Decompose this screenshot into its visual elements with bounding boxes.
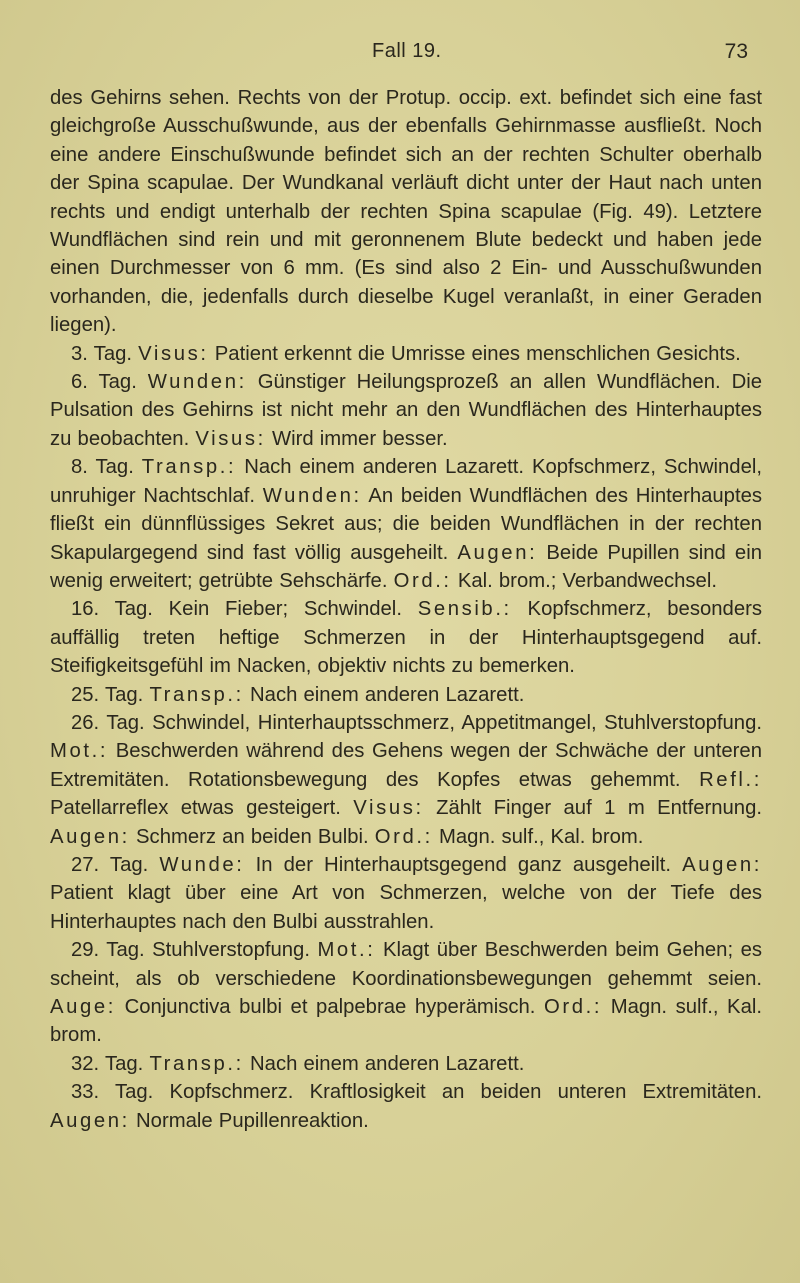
- day-entry-paragraph: [50, 368, 762, 453]
- spaced-keyword: Transp.:: [149, 683, 244, 706]
- spaced-keyword: Refl.:: [699, 768, 762, 791]
- text-segment: Schmerz an beiden Bulbi.: [129, 825, 375, 848]
- spaced-keyword: Ord.:: [374, 825, 433, 848]
- spaced-keyword: Augen:: [50, 825, 130, 848]
- spaced-keyword: Ord.:: [393, 569, 452, 592]
- text-segment: Magn. sulf., Kal. brom.: [432, 825, 644, 848]
- day-entry-paragraph: [50, 595, 762, 680]
- spaced-keyword: Wunden:: [262, 484, 362, 507]
- text-segment: 27. Tag.: [71, 853, 160, 876]
- day-entry-paragraph: [50, 1050, 762, 1078]
- day-entry-paragraph: [50, 709, 762, 851]
- page-number: 73: [724, 40, 748, 63]
- text-segment: In der Hinterhauptsgegend ganz ausgeheilt.: [244, 853, 683, 876]
- spaced-keyword: Wunden:: [147, 371, 247, 394]
- running-title: Fall 19.: [372, 40, 442, 62]
- day-entry-paragraph: [50, 453, 762, 595]
- text-segment: 16. Tag. Kein Fieber; Schwindel.: [71, 598, 418, 621]
- day-entry-paragraph: [50, 1078, 762, 1135]
- spaced-keyword: Mot.:: [50, 740, 109, 763]
- paragraph-continuation: [50, 84, 762, 340]
- text-segment: Nach einem anderen Lazarett.: [243, 683, 525, 706]
- spaced-keyword: Transp.:: [141, 456, 237, 479]
- day-entry-paragraph: [50, 936, 762, 1050]
- text-segment: Conjunctiva bulbi et palpebrae hyperämisch.: [116, 996, 545, 1018]
- spaced-keyword: Visus:: [138, 342, 209, 365]
- day-entry-paragraph: [50, 851, 762, 936]
- text-segment: Beschwerden während des Gehens wegen der Schwäche der unteren Extremitäten. Rotationsbewegung des Kopfes etwas gehemmt.: [50, 740, 762, 791]
- text-segment: Günstiger Heilungsprozeß an allen Wundflächen. Die Pulsation des Gehirns ist nicht mehr an den Wundflächen des Hinterhauptes zu beobachten.: [50, 371, 762, 450]
- page-header: [0, 40, 800, 70]
- text-segment: Magn. sulf., Kal. brom.: [50, 996, 762, 1047]
- day-entry-paragraph: [50, 340, 762, 368]
- text-segment: Patient erkennt die Umrisse eines menschlichen Gesichts.: [208, 342, 741, 365]
- spaced-keyword: Wunde:: [159, 853, 245, 876]
- spaced-keyword: Visus:: [353, 797, 424, 820]
- text-segment: des Gehirns sehen. Rechts von der Protup. occip. ext. befindet sich eine fast gleichgroße Ausschußwunde, aus der ebenfalls Gehirnmasse ausfließt. Noch eine andere Einschußwunde befindet sich an der rechten Schulter oberhalb der Spina scapulae. Der Wundkanal verläuft dicht unter der Haut nach unten rechts und endigt unterhalb der rechten Spina scapulae (Fig. 49). Letztere Wundflächen sind rein und mit geronnenem Blute bedeckt und haben jede einen Durchmesser von 6 mm. (Es sind also 2 Ein- und Ausschußwunden vorhanden, die, jedenfalls durch dieselbe Kugel veranlaßt, in einer Geraden liegen).: [50, 87, 762, 337]
- spaced-keyword: Transp.:: [149, 1052, 244, 1075]
- spaced-keyword: Augen:: [50, 1109, 130, 1132]
- body-text: [50, 84, 762, 1135]
- text-segment: 29. Tag. Stuhlverstopfung.: [71, 939, 318, 962]
- text-segment: Nach einem anderen Lazarett. Kopfschmerz, Schwindel, unruhiger Nachtschlaf.: [50, 456, 762, 507]
- spaced-keyword: Mot.:: [317, 939, 376, 962]
- spaced-keyword: Ord.:: [544, 996, 603, 1018]
- text-segment: 8. Tag.: [71, 456, 142, 479]
- text-segment: Wird immer besser.: [265, 427, 448, 450]
- text-segment: Klagt über Beschwerden beim Gehen; es scheint, als ob verschiedene Koordinationsbewegungen gehemmt seien.: [50, 939, 762, 990]
- text-segment: Patellarreflex etwas gesteigert.: [50, 797, 354, 820]
- text-segment: 6. Tag.: [71, 371, 148, 394]
- text-segment: 33. Tag. Kopfschmerz. Kraftlosigkeit an beiden unteren Extremitäten.: [71, 1081, 762, 1104]
- spaced-keyword: Sensib.:: [417, 598, 512, 621]
- text-segment: 25. Tag.: [71, 683, 150, 706]
- text-segment: Patient klagt über eine Art von Schmerzen, welche von der Tiefe des Hinterhauptes nach den Bulbi ausstrahlen.: [50, 882, 762, 933]
- text-segment: Normale Pupillenreaktion.: [129, 1109, 369, 1132]
- text-segment: Kopfschmerz, besonders auffällig treten heftige Schmerzen in der Hinterhauptsgegend auf. Steifigkeitsgefühl im Nacken, objektiv nichts zu bemerken.: [50, 598, 762, 678]
- text-segment: Kal. brom.; Verbandwechsel.: [451, 569, 717, 592]
- text-segment: 26. Tag. Schwindel, Hinterhauptsschmerz, Appetitmangel, Stuhlverstopfung.: [71, 711, 762, 734]
- text-segment: Zählt Finger auf 1 m Entfernung.: [423, 797, 762, 820]
- spaced-keyword: Auge:: [50, 996, 117, 1018]
- spaced-keyword: Augen:: [682, 853, 762, 876]
- spaced-keyword: Augen:: [457, 541, 538, 564]
- text-segment: Nach einem anderen Lazarett.: [243, 1052, 525, 1075]
- text-segment: Beide Pupillen sind ein wenig erweitert; getrübte Sehschärfe.: [50, 541, 762, 592]
- day-entry-paragraph: [50, 681, 762, 709]
- text-segment: An beiden Wundflächen des Hinterhauptes fließt ein dünnflüssiges Sekret aus; die beiden Wundflächen in der rechten Skapulargegend sind fast völlig ausgeheilt.: [50, 484, 762, 564]
- text-segment: 3. Tag.: [71, 342, 139, 365]
- text-segment: 32. Tag.: [71, 1052, 150, 1075]
- spaced-keyword: Visus:: [195, 427, 266, 450]
